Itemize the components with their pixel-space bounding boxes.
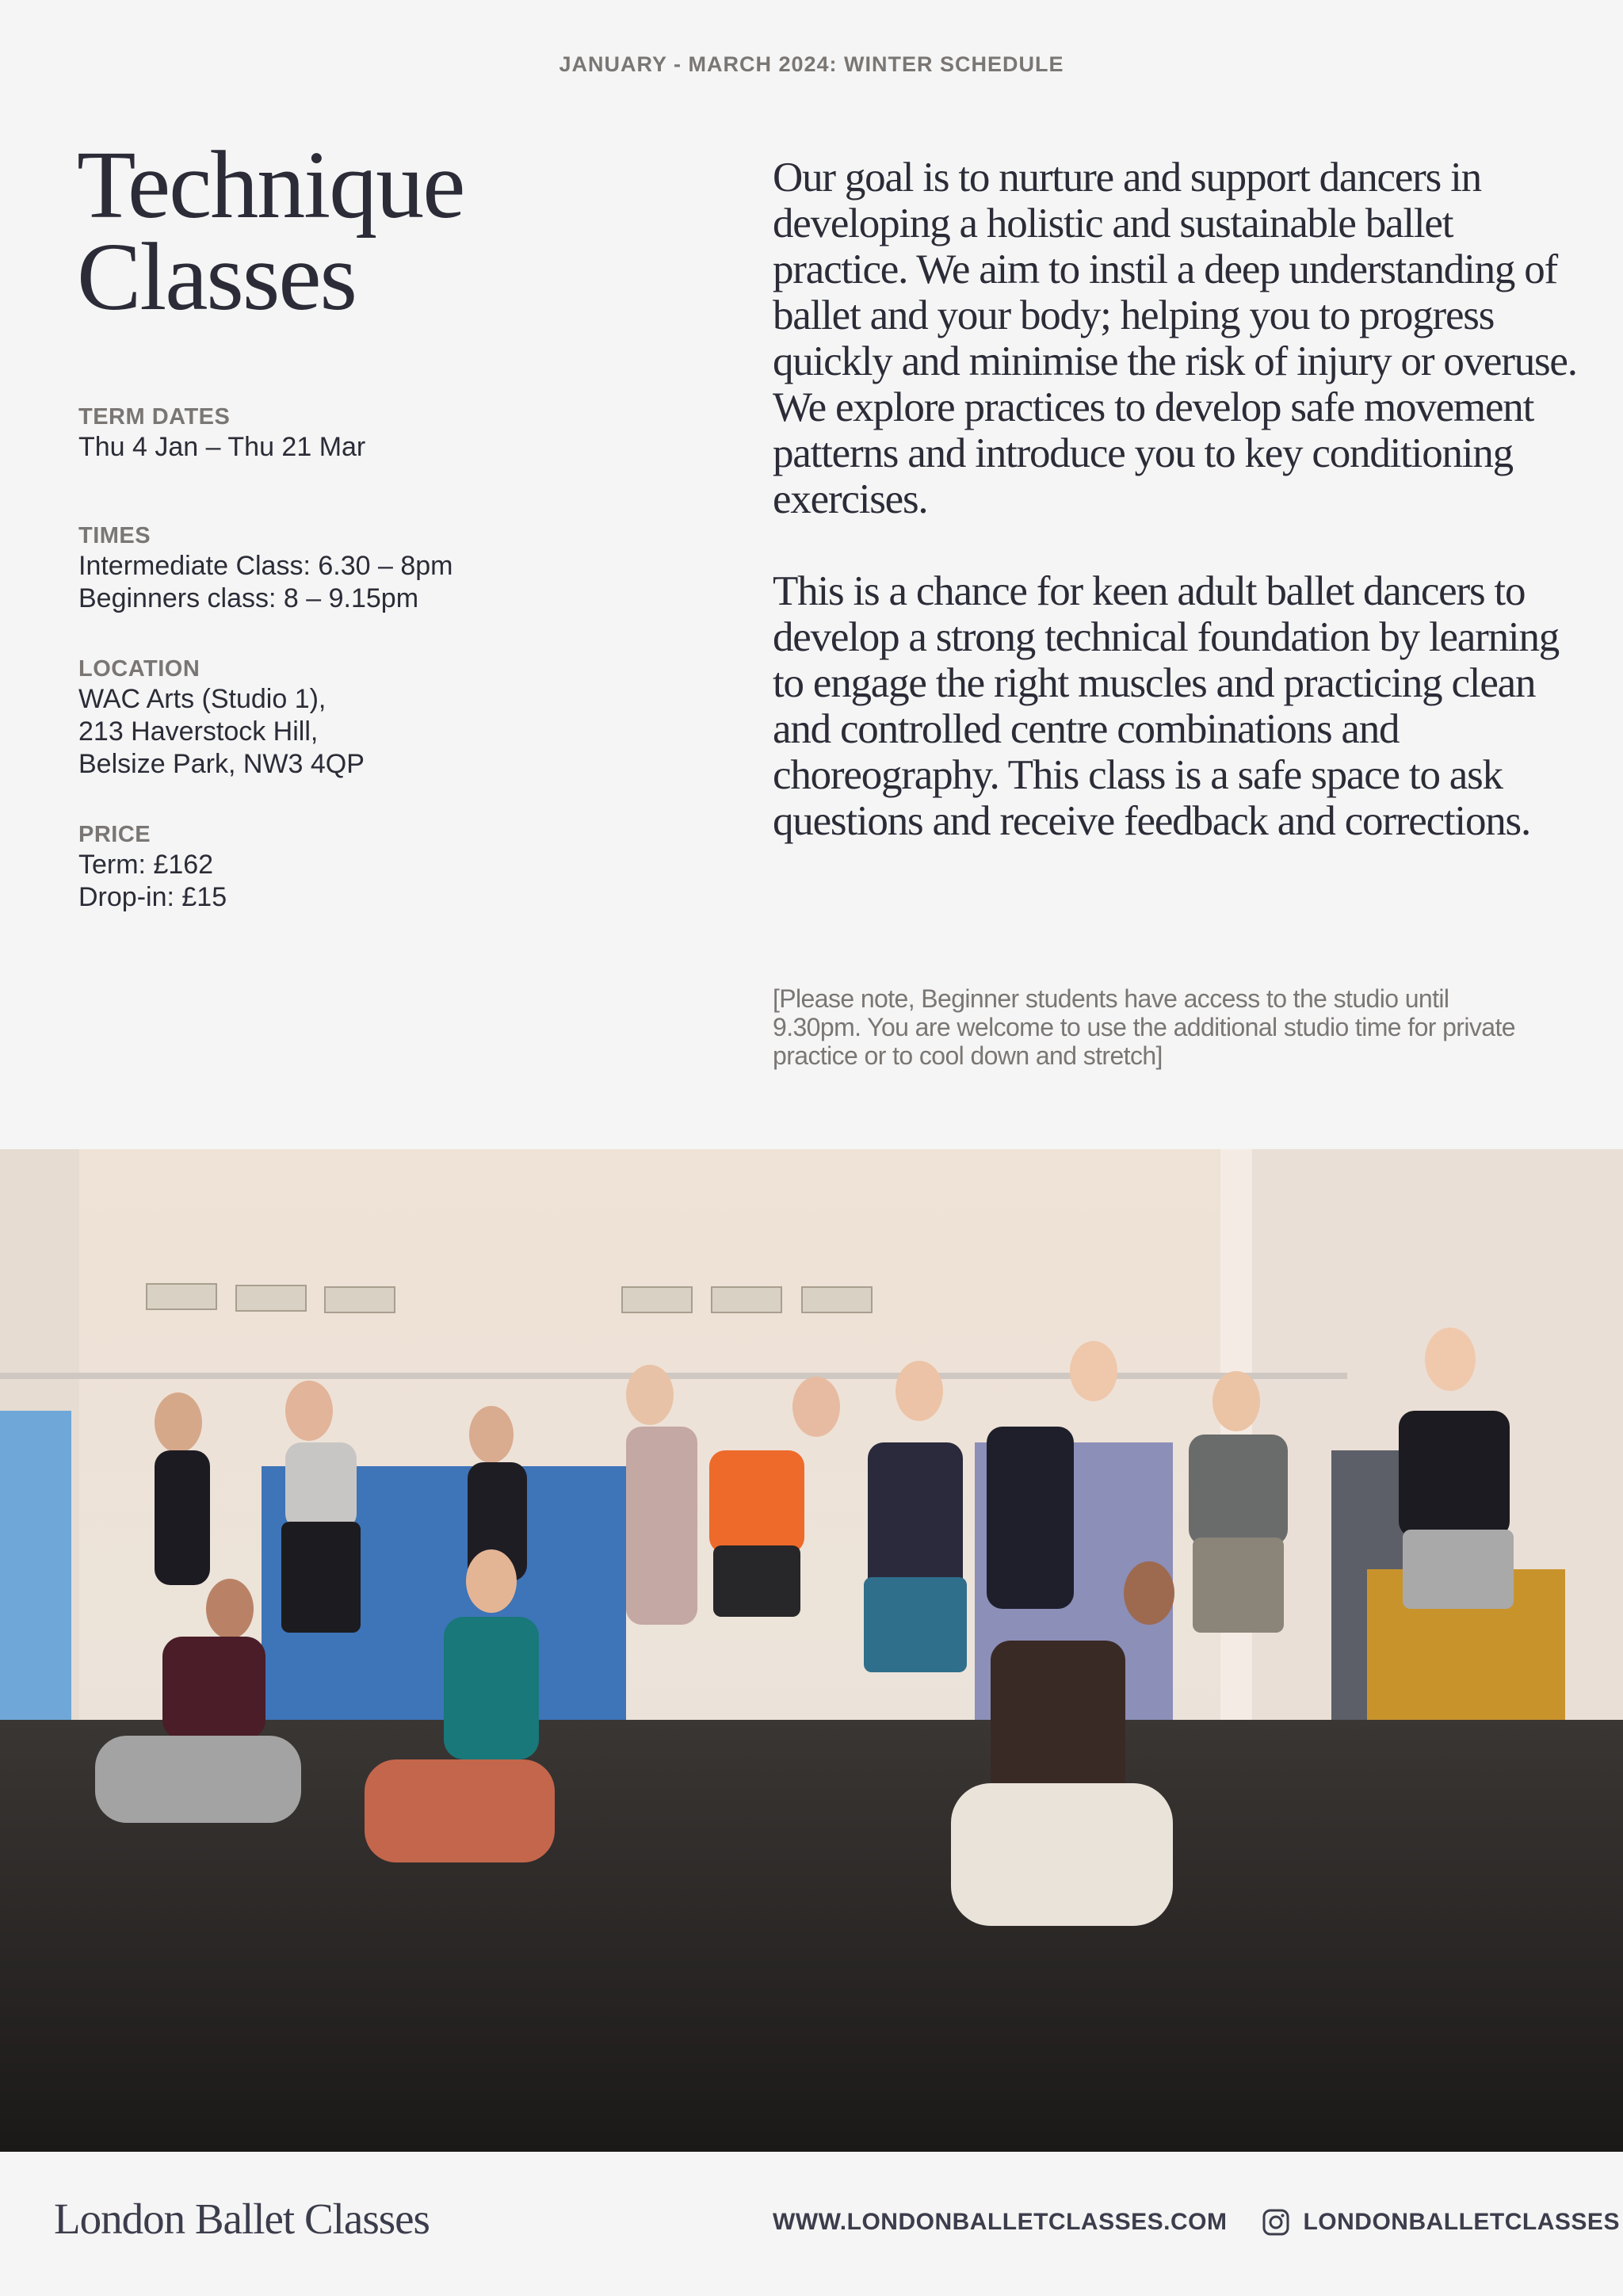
intro-paragraph: Our goal is to nurture and support dancers in developing a holistic and sustainable ballet practice. We aim to instil a deep understanding of ballet and your body; helping you to progress quickly and minimise the risk of injury or overuse. We explore practices to develop safe movement patterns and introduce you to key conditioning exercises. — [773, 155, 1577, 522]
times-label: TIMES — [78, 523, 151, 548]
location-label: LOCATION — [78, 656, 200, 682]
title-line-1: Technique — [77, 132, 464, 239]
location-line-1: WAC Arts (Studio 1), — [78, 684, 327, 714]
times-section — [78, 521, 453, 615]
instagram-handle-link[interactable]: LONDONBALLETCLASSES — [1303, 2209, 1620, 2235]
footer-links — [773, 2208, 1620, 2237]
location-section — [78, 655, 365, 781]
intro-paragraph-wrap — [773, 155, 1597, 522]
beginner-note: [Please note, Beginner students have access to the studio until 9.30pm. You are welcome to use the additional studio time for private practice or to cool down and stretch] — [773, 984, 1515, 1070]
term-dates-value: Thu 4 Jan – Thu 21 Mar — [78, 432, 366, 462]
price-label: PRICE — [78, 822, 151, 847]
price-drop-in: Drop-in: £15 — [78, 882, 227, 912]
instagram-icon[interactable] — [1262, 2208, 1290, 2237]
note-wrap — [773, 984, 1533, 1070]
brand-logo: London Ballet Classes — [54, 2195, 430, 2243]
page-title — [77, 132, 464, 330]
location-line-2: 213 Haverstock Hill, — [78, 716, 319, 747]
title-line-2: Classes — [77, 223, 356, 330]
times-intermediate: Intermediate Class: 6.30 – 8pm — [78, 551, 453, 581]
price-section — [78, 820, 227, 914]
description-paragraph: This is a chance for keen adult ballet dancers to develop a strong technical foundation by learning to engage the right muscles and practicing clean and controlled centre combinations and choreography. This class is a safe space to ask questions and receive feedback and corrections. — [773, 568, 1560, 844]
term-dates-label: TERM DATES — [78, 404, 231, 430]
price-term: Term: £162 — [78, 850, 214, 880]
times-beginners: Beginners class: 8 – 9.15pm — [78, 583, 419, 613]
dancers-photo-illustration — [0, 1149, 1623, 2152]
schedule-heading: JANUARY - MARCH 2024: WINTER SCHEDULE — [559, 52, 1064, 76]
website-link[interactable]: WWW.LONDONBALLETCLASSES.COM — [773, 2209, 1228, 2235]
description-paragraph-wrap — [773, 568, 1597, 844]
dancers-photo — [0, 1149, 1623, 2152]
term-dates-section — [78, 403, 365, 464]
location-line-3: Belsize Park, NW3 4QP — [78, 749, 365, 779]
